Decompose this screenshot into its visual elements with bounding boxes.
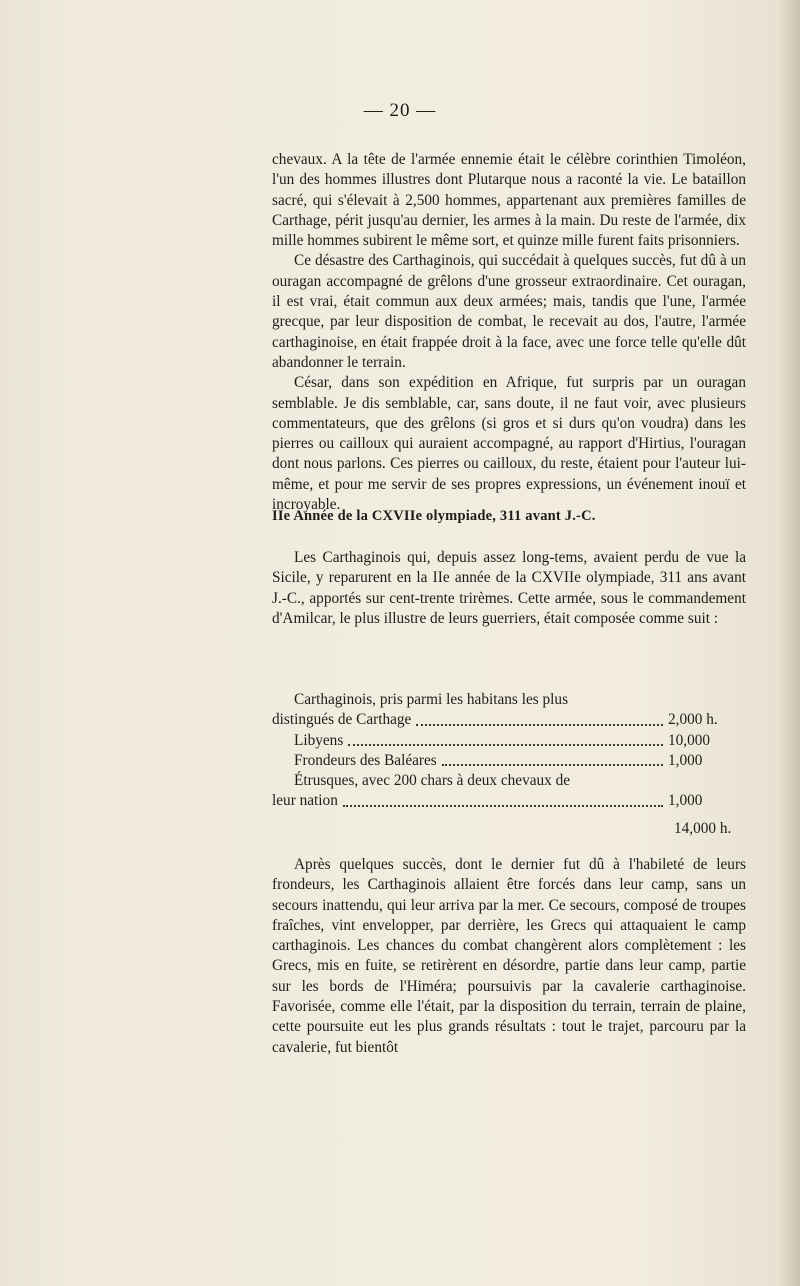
paragraph-carthaginois: Les Carthaginois qui, depuis assez long-tems, avaient perdu de vue la Sicile, y reparurent en la IIe année de la CXVIIe olympiade, 311 ans avant J.-C., apportés sur cent-trente trirèmes. Cette armée, sous le commandement d'Amilcar, le plus illustre de leurs guerriers, était composée comme suit : <box>272 549 746 627</box>
army-label: Libyens <box>294 731 344 749</box>
leader-dots <box>442 764 663 766</box>
army-value: 10,000 <box>668 731 711 749</box>
leader-dots <box>343 805 663 807</box>
section-heading: IIe Année de la CXVIIe olympiade, 311 avant J.-C. <box>272 508 596 524</box>
paragraph-apres-quelques-succes: Après quelques succès, dont le dernier fut dû à l'habileté de leurs frondeurs, les Carthaginois allaient être forcés dans leur camp, sans un secours inattendu, qui leur arriva par la mer. Ce secours, composé de troupes fraîches, vint envelopper, par derrière, les Grecs qui attaquaient le camp carthaginois. Les chances du combat changèrent alors complètement : les Grecs, mis en fuite, se retirèrent en désordre, partie dans leur camp, partie sur les bords de l'Himéra; poursuivis par la cavalerie carthaginoise. Favorisée, comme elle l'était, par la disposition du terrain, terrain de plaine, cette poursuite eut les plus grands résultats : tout le trajet, parcouru par la cavalerie, fut bientôt <box>272 856 746 1056</box>
army-row-frondeurs <box>272 751 746 771</box>
paragraph-timoleon: chevaux. A la tête de l'armée ennemie était le célèbre corinthien Timoléon, l'un des hommes illustres dont Plutarque nous a raconté la vie. Le bataillon sacré, qui s'élevait à 2,500 hommes, appartenant aux premières familles de Carthage, périt jusqu'au dernier, les armes à la main. Du reste de l'armée, dix mille hommes subirent le même sort, et quinze mille furent faits prisonniers. <box>272 151 746 250</box>
army-row-etrusques-line1 <box>272 771 746 791</box>
army-label: Carthaginois, pris parmi les habitans les plus <box>294 691 569 708</box>
page-number: — 20 — <box>363 100 437 121</box>
army-label: leur nation <box>272 792 338 810</box>
page-edge-shadow <box>778 0 800 1286</box>
army-label: Étrusques, avec 200 chars à deux chevaux de <box>294 772 571 790</box>
army-row-carthaginois <box>272 710 746 730</box>
army-row-libyens <box>272 731 746 751</box>
leader-dots <box>416 724 663 726</box>
army-value: 1,000 <box>668 751 703 769</box>
army-value: 2,000 h. <box>668 711 718 729</box>
army-row-etrusques <box>272 791 746 811</box>
army-label: Frondeurs des Baléares <box>294 751 437 769</box>
army-total: 14,000 h. <box>674 820 732 837</box>
top-text-block <box>272 150 746 515</box>
army-composition-table <box>272 690 746 812</box>
paragraph-ouragan: Ce désastre des Carthaginois, qui succédait à quelques succès, fut dû à un ouragan accompagné de grêlons d'une grosseur extraordinaire. Cet ouragan, il est vrai, était commun aux deux armées; mais, tandis que l'une, l'armée grecque, par leur disposition de combat, le recevait au dos, l'autre, l'armée carthaginoise, en était frappée droit à la face, avec une force telle qu'elle dût abandonner le terrain. <box>272 252 746 371</box>
army-value: 1,000 <box>668 792 703 810</box>
army-label: distingués de Carthage <box>272 711 412 729</box>
paragraph-cesar: César, dans son expédition en Afrique, fut surpris par un ouragan semblable. Je dis semblable, car, sans doute, il ne faut voir, avec plusieurs commentateurs, que des grêlons (si gros et si durs qu'on voudra) dans les pierres ou cailloux qui auraient accompagné, au rapport d'Hirtius, l'ouragan dont nous parlons. Ces pierres ou cailloux, du reste, étaient pour l'auteur lui-même, et pour me servir de ses propres expressions, un événement inouï et incroyable. <box>272 374 746 514</box>
bottom-text-block <box>272 855 746 1058</box>
leader-dots <box>348 744 663 746</box>
army-row-carthaginois-line1 <box>272 690 746 710</box>
middle-text-block <box>272 548 746 629</box>
